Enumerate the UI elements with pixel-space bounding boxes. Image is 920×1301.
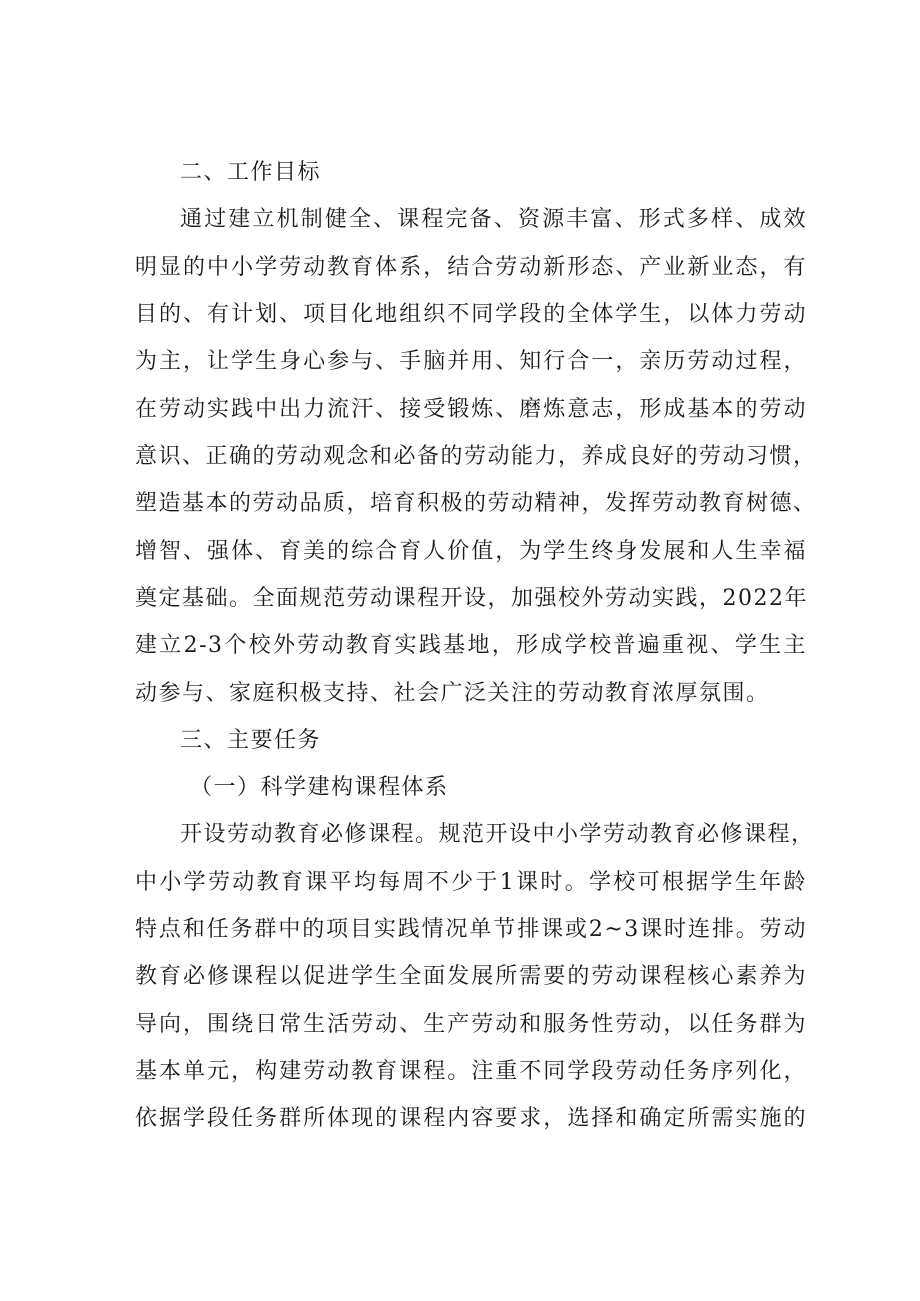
paragraph-line: 导向，围绕日常生活劳动、生产劳动和服务性劳动，以任务群为 xyxy=(135,1012,807,1037)
paragraph-line: 塑造基本的劳动品质，培育积极的劳动精神，发挥劳动教育树德、 xyxy=(135,491,817,516)
paragraph-line: 开设劳动教育必修课程。规范开设中小学劳动教育必修课程， xyxy=(180,822,815,847)
paragraph-line: 通过建立机制健全、课程完备、资源丰富、形式多样、成效 xyxy=(180,207,807,232)
paragraph-line: 教育必修课程以促进学生全面发展所需要的劳动课程核心素养为 xyxy=(135,964,807,989)
section-heading-work-goals: 二、工作目标 xyxy=(180,160,322,185)
paragraph-line: 特点和任务群中的项目实践情况单节排课或2~3课时连排。劳动 xyxy=(135,917,807,942)
paragraph-line: 明显的中小学劳动教育体系，结合劳动新形态、产业新业态，有 xyxy=(135,255,807,280)
paragraph-line: 意识、正确的劳动观念和必备的劳动能力，养成良好的劳动习惯， xyxy=(135,444,817,469)
paragraph-line: 依据学段任务群所体现的课程内容要求，选择和确定所需实施的 xyxy=(135,1106,807,1131)
paragraph-line: 建立2-3个校外劳动教育实践基地，形成学校普遍重视、学生主 xyxy=(135,633,807,658)
paragraph-line: 基本单元，构建劳动教育课程。注重不同学段劳动任务序列化， xyxy=(135,1059,807,1084)
paragraph-line: 奠定基础。全面规范劳动课程开设，加强校外劳动实践，2022年 xyxy=(135,586,808,611)
paragraph-line: 目的、有计划、项目化地组织不同学段的全体学生，以体力劳动 xyxy=(135,302,807,327)
paragraph-line: 增智、强体、育美的综合育人价值，为学生终身发展和人生幸福 xyxy=(135,539,807,564)
subsection-heading-curriculum: （一）科学建构课程体系 xyxy=(190,775,449,800)
paragraph-line: 在劳动实践中出力流汗、接受锻炼、磨炼意志，形成基本的劳动 xyxy=(135,397,807,422)
paragraph-line: 动参与、家庭积极支持、社会广泛关注的劳动教育浓厚氛围。 xyxy=(135,681,770,706)
section-heading-main-tasks: 三、主要任务 xyxy=(180,728,322,753)
paragraph-line: 中小学劳动教育课平均每周不少于1课时。学校可根据学生年龄 xyxy=(135,870,807,895)
paragraph-line: 为主，让学生身心参与、手脑并用、知行合一，亲历劳动过程， xyxy=(135,349,807,374)
